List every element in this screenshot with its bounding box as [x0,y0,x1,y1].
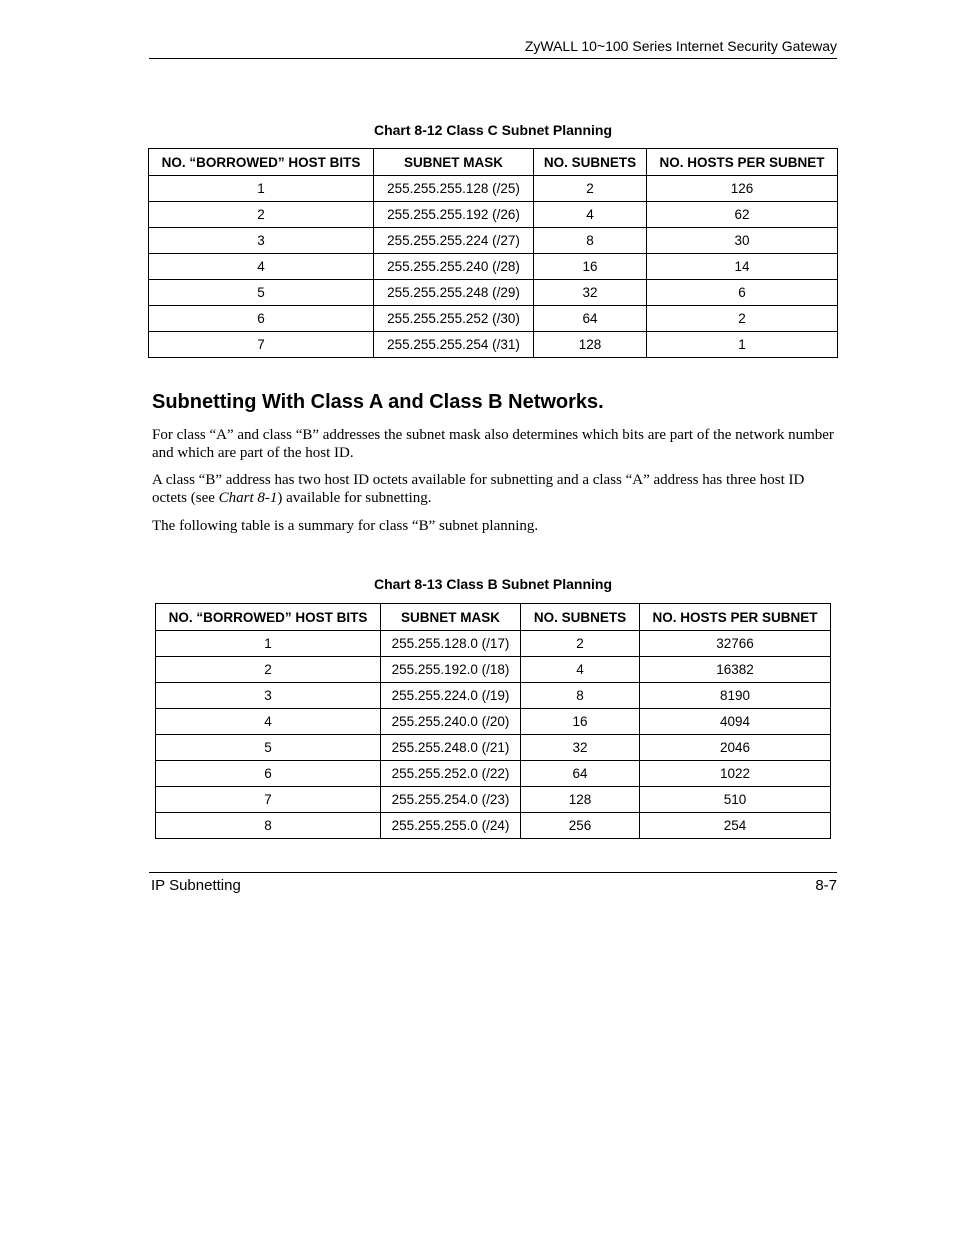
column-header: NO. SUBNETS [534,149,647,176]
table-cell: 2 [534,176,647,202]
table-cell: 4 [156,709,381,735]
class-c-subnet-table [148,148,838,358]
page-footer [149,872,837,895]
table-cell: 2046 [640,735,831,761]
table-cell: 16382 [640,657,831,683]
table-row [149,254,838,280]
table-cell: 2 [156,657,381,683]
table-cell: 8 [156,813,381,839]
table-cell: 510 [640,787,831,813]
table-cell: 1 [647,332,838,358]
table-b-caption: Chart 8-13 Class B Subnet Planning [373,576,613,592]
section-heading: Subnetting With Class A and Class B Networks. [152,391,604,413]
table-cell: 255.255.240.0 (/20) [381,709,521,735]
table-cell: 6 [156,761,381,787]
table-row [149,202,838,228]
table-cell: 4 [521,657,640,683]
table-cell: 14 [647,254,838,280]
table-cell: 2 [521,631,640,657]
table-cell: 7 [149,332,374,358]
page-header [149,36,837,59]
table-row [149,332,838,358]
header-title: ZyWALL 10~100 Series Internet Security Gateway [524,38,837,54]
table-cell: 4094 [640,709,831,735]
table-row [149,176,838,202]
table-cell: 2 [149,202,374,228]
column-header: SUBNET MASK [374,149,534,176]
table-cell: 255.255.255.128 (/25) [374,176,534,202]
table-row [156,735,831,761]
table-row [156,813,831,839]
table-cell: 1 [149,176,374,202]
table-cell: 256 [521,813,640,839]
table-cell: 254 [640,813,831,839]
table-row [156,631,831,657]
table-row [156,683,831,709]
table-cell: 255.255.255.192 (/26) [374,202,534,228]
table-cell: 3 [156,683,381,709]
table-cell: 32 [534,280,647,306]
table-cell: 62 [647,202,838,228]
table-cell: 255.255.255.254 (/31) [374,332,534,358]
column-header: NO. SUBNETS [521,604,640,631]
table-cell: 64 [534,306,647,332]
table-cell: 16 [521,709,640,735]
table-cell: 7 [156,787,381,813]
column-header: NO. “BORROWED” HOST BITS [149,149,374,176]
table-row [156,761,831,787]
table-cell: 255.255.254.0 (/23) [381,787,521,813]
paragraph-text: ) available for subnetting. [277,490,432,506]
paragraph: For class “A” and class “B” addresses the subnet mask also determines which bits are part of the network number and which are part of the host ID. [152,427,834,461]
table-cell: 255.255.255.248 (/29) [374,280,534,306]
table-cell: 4 [149,254,374,280]
table-cell: 6 [149,306,374,332]
table-row [156,657,831,683]
table-row [149,228,838,254]
table-cell: 6 [647,280,838,306]
table-cell: 255.255.128.0 (/17) [381,631,521,657]
table-cell: 1 [156,631,381,657]
table-cell: 255.255.255.0 (/24) [381,813,521,839]
paragraph: The following table is a summary for class “B” subnet planning. [152,518,539,534]
table-cell: 255.255.248.0 (/21) [381,735,521,761]
table-header-row [149,149,838,176]
table-cell: 5 [156,735,381,761]
table-row [156,709,831,735]
table-cell: 5 [149,280,374,306]
table-cell: 1022 [640,761,831,787]
table-row [156,787,831,813]
table-cell: 64 [521,761,640,787]
table-cell: 255.255.252.0 (/22) [381,761,521,787]
column-header: NO. “BORROWED” HOST BITS [156,604,381,631]
class-b-subnet-table [155,603,831,839]
table-row [149,280,838,306]
table-cell: 32766 [640,631,831,657]
table-cell: 8 [534,228,647,254]
table-cell: 30 [647,228,838,254]
table-cell: 8190 [640,683,831,709]
footer-section: IP Subnetting [151,877,241,894]
column-header: SUBNET MASK [381,604,521,631]
table-cell: 128 [534,332,647,358]
table-cell: 32 [521,735,640,761]
table-cell: 3 [149,228,374,254]
column-header: NO. HOSTS PER SUBNET [647,149,838,176]
table-cell: 126 [647,176,838,202]
column-header: NO. HOSTS PER SUBNET [640,604,831,631]
paragraph-chart-reference [152,471,837,507]
table-c-caption: Chart 8-12 Class C Subnet Planning [373,122,613,138]
paragraph-text: A class “B” address has two host ID octets available for subnetting and a class “A” address has three host ID octets (see [152,472,805,506]
table-cell: 255.255.255.252 (/30) [374,306,534,332]
table-cell: 16 [534,254,647,280]
table-cell: 8 [521,683,640,709]
chart-reference: Chart 8-1 [218,490,278,506]
table-header-row [156,604,831,631]
table-cell: 255.255.224.0 (/19) [381,683,521,709]
table-cell: 4 [534,202,647,228]
table-row [149,306,838,332]
table-cell: 255.255.255.240 (/28) [374,254,534,280]
table-cell: 128 [521,787,640,813]
table-cell: 2 [647,306,838,332]
table-cell: 255.255.255.224 (/27) [374,228,534,254]
page-number: 8-7 [815,877,837,894]
table-cell: 255.255.192.0 (/18) [381,657,521,683]
